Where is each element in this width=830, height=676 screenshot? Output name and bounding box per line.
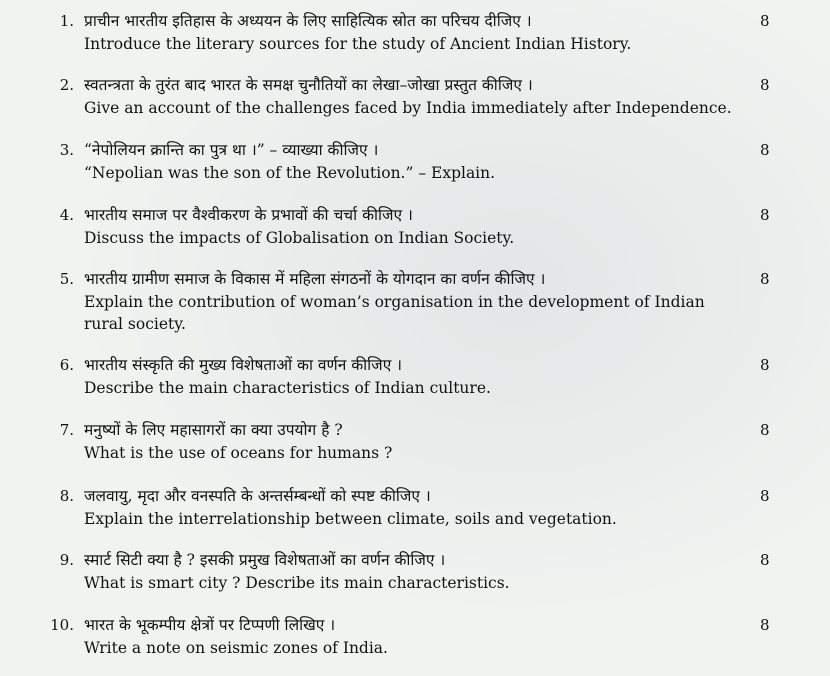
question-number: 9. <box>59 551 74 569</box>
question-marks: 8 <box>760 270 770 288</box>
question-number: 3. <box>59 141 74 159</box>
question-text-hindi: मनुष्यों के लिए महासागरों का क्या उपयोग है ? <box>84 421 343 439</box>
question-marks: 8 <box>760 356 770 374</box>
question-marks: 8 <box>760 206 770 224</box>
question-text-hindi: प्राचीन भारतीय इतिहास के अध्ययन के लिए साहित्यिक स्रोत का परिचय दीजिए । <box>84 12 532 30</box>
question-number: 6. <box>59 356 74 374</box>
question-text-hindi: जलवायु, मृदा और वनस्पति के अन्तर्सम्बन्धों को स्पष्ट कीजिए । <box>84 487 431 505</box>
question-number: 10. <box>50 616 74 634</box>
question-marks: 8 <box>760 141 770 159</box>
question-text-english: Explain the contribution of woman’s organisation in the development of Indian rural society. <box>84 293 705 333</box>
question-text-english: What is the use of oceans for humans ? <box>84 444 393 462</box>
question-text-english: “Nepolian was the son of the Revolution.” – Explain. <box>84 164 496 182</box>
question-text-english: Write a note on seismic zones of India. <box>84 639 388 657</box>
question-text-english: Introduce the literary sources for the study of Ancient Indian History. <box>84 35 632 53</box>
question-marks: 8 <box>760 76 770 94</box>
question-text-hindi: भारतीय समाज पर वैश्वीकरण के प्रभावों की चर्चा कीजिए । <box>84 206 413 224</box>
question-marks: 8 <box>760 616 770 634</box>
question-marks: 8 <box>760 487 770 505</box>
question-number: 4. <box>59 206 74 224</box>
question-marks: 8 <box>760 551 770 569</box>
question-number: 1. <box>59 12 74 30</box>
question-marks: 8 <box>760 12 770 30</box>
question-text-hindi: भारतीय ग्रामीण समाज के विकास में महिला संगठनों के योगदान का वर्णन कीजिए । <box>84 270 546 288</box>
question-number: 5. <box>59 270 74 288</box>
question-text-english: Give an account of the challenges faced by India immediately after Independence. <box>84 99 732 117</box>
question-text-hindi: स्वतन्त्रता के तुरंत बाद भारत के समक्ष चुनौतियों का लेखा–जोखा प्रस्तुत कीजिए । <box>84 76 533 94</box>
question-text-hindi: “नेपोलियन क्रान्ति का पुत्र था ।” – व्याख्या कीजिए । <box>84 141 379 159</box>
question-text-hindi: भारतीय संस्कृति की मुख्य विशेषताओं का वर्णन कीजिए । <box>84 356 403 374</box>
question-text-english: Describe the main characteristics of Indian culture. <box>84 379 491 397</box>
question-number: 2. <box>59 76 74 94</box>
question-text-english: Explain the interrelationship between climate, soils and vegetation. <box>84 510 617 528</box>
question-text-english: Discuss the impacts of Globalisation on Indian Society. <box>84 229 515 247</box>
question-text-hindi: स्मार्ट सिटी क्या है ? इसकी प्रमुख विशेषताओं का वर्णन कीजिए । <box>84 551 446 569</box>
question-text-english: What is smart city ? Describe its main characteristics. <box>84 574 510 592</box>
question-number: 7. <box>59 421 74 439</box>
question-text-hindi: भारत के भूकम्पीय क्षेत्रों पर टिप्पणी लिखिए । <box>84 616 336 634</box>
question-number: 8. <box>59 487 74 505</box>
question-marks: 8 <box>760 421 770 439</box>
